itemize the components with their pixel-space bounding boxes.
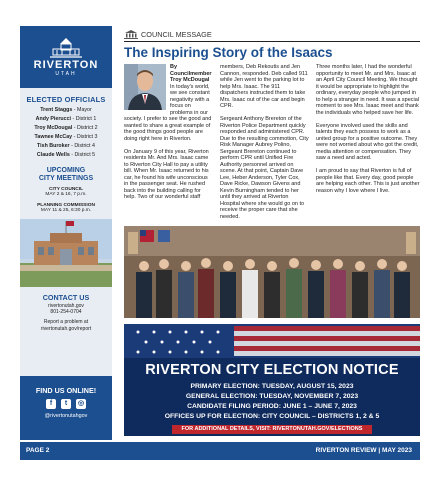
facebook-icon[interactable]: f [46,399,56,409]
city-hall-icon [49,37,83,59]
article-column-1 [124,64,213,207]
kicker [124,30,420,39]
official-item: Claude Wells - District 5 [36,152,96,158]
byline-line: Councilmember [170,70,212,77]
paragraph: members, Deb Rekoutis and Jen Cannon, responded. Deb called 911 while Jen went to the parking lot to help Mrs. Isaac. The 911 dispatchers instructed them to take Mrs. Isaac out of the car and begin CPR. [220,64,308,109]
official-item: Trent Staggs - Mayor [40,107,92,113]
report-text: Report a problem at [43,319,89,326]
official-role: Mayor [77,107,92,113]
social-handle[interactable]: @rivertonutahgov [44,413,88,419]
official-name: Trent Staggs [40,107,73,113]
article-column-2 [220,64,309,227]
byline-line: Troy McDougal [170,77,210,84]
election-notice [124,324,420,436]
article [124,30,420,236]
paragraph: Everyone involved used the skills and talents they each possess to work as a united group for a positive outcome. They were not worried about who got the credit, media attention or compensation. They saw a need and acted. [316,122,419,161]
contact-phone[interactable]: 801-254-0704 [50,309,82,316]
contact-heading: CONTACT US [42,293,90,302]
official-item: Tish Buroker - District 4 [37,143,95,149]
official-item: Andy Pierucci - District 1 [35,116,97,122]
council-dates: MAY 2 & 16, 7 p.m. [45,192,87,197]
meetings-heading-line: UPCOMING [46,167,86,174]
sidebar [20,26,112,440]
contact-web[interactable]: rivertonutah.gov [48,303,84,309]
riverton-logo [20,26,112,88]
meetings-heading-line: CITY MEETINGS [38,175,94,182]
instagram-icon[interactable]: ◎ [77,400,85,407]
officials-list [20,106,112,160]
official-role: District 4 [74,143,95,149]
notice-link[interactable]: FOR ADDITIONAL DETAILS, VISIT: RIVERTONUTAH.GOV/ELECTIONS [172,425,372,434]
official-item: Tawnee McCay - District 3 [34,134,98,140]
official-role: District 3 [76,134,98,140]
logo-sub: UTAH [55,71,77,77]
paragraph: Sergeant Anthony Brereton of the Riverton Police Department quickly responded and administered CPR. Due to the resulting commotion, City Risk Manager Aubrey Polino, Sergeant Brereton continued to perform CPR until Unified Fire Authority personnel arrived on scene. At that point, Captain Dave Lee, Heber Anderson, Tyler Cox, Dave Ricke, Dawson Givens and Kevin Burningham tended to her until they arrived at Riverton Hospital where she would go on to receive the proper care that she needed. [220,116,309,220]
paragraph: On January 9 of this year, Riverton residents Mr. And Mrs. Isaac came to Riverton City Hall to pay a utility bill. When Mr. Isaac returned to his car, he found his wife unconscious in the passenger seat. He rushed back into the building calling for help. Two of our wonderful staff [124,148,209,201]
capitol-icon [124,30,138,39]
notice-line-general: GENERAL ELECTION: TUESDAY, NOVEMBER 7, 2023 [185,393,359,400]
article-columns [124,64,420,236]
planning-dates: MAY 11 & 25, 6:30 p.m. [40,208,92,213]
official-name: Tish Buroker [37,143,70,149]
page-number: PAGE 2 [26,447,50,454]
elected-heading: ELECTED OFFICIALS [26,95,106,104]
notice-line-primary: PRIMARY ELECTION: TUESDAY, AUGUST 15, 2023 [190,383,354,390]
notice-line-filing: CANDIDATE FILING PERIOD: JUNE 1 – JUNE 7, 2023 [187,403,357,410]
official-role: District 1 [75,116,97,122]
group-photo [124,226,420,318]
publication-label: RIVERTON REVIEW | MAY 2023 [315,447,412,454]
council-label: CITY COUNCIL [48,187,84,192]
twitter-icon[interactable]: t [61,399,71,409]
social-icons [20,399,112,409]
notice-line-offices: OFFICES UP FOR ELECTION: CITY COUNCIL – DISTRICTS 1, 2 & 5 [164,413,380,420]
paragraph: Three months later, I had the wonderful opportunity to meet Mr. and Mrs. Isaac at an April City Council Meeting. We thought it would be appropriate to highlight the ordinary, everyday people who jumped in to help a stranger in need. It was a special moment to see Mrs. Isaac meet and thank the individuals who helped save her life. [316,64,420,116]
official-name: Tawnee McCay [34,134,73,140]
byline-line: By [170,64,178,70]
paragraph: I am proud to say that Riverton is full of people like that. Every day, good people are helping each other. This is just another reason why I love where I live. [316,168,420,194]
city-hall-photo [20,219,112,287]
article-column-3 [316,64,420,201]
report-link[interactable]: rivertonutah.gov/report [40,325,92,332]
kicker-text: COUNCIL MESSAGE [141,30,212,39]
official-role: District 5 [74,152,96,158]
official-role: District 2 [77,125,98,131]
online-heading: FIND US ONLINE! [35,386,97,395]
notice-title: RIVERTON CITY ELECTION NOTICE [145,362,399,378]
kicker-rule [124,41,420,42]
official-name: Troy McDougal [34,125,73,131]
footer-bar [20,442,420,460]
headline: The Inspiring Story of the Isaacs [124,45,333,60]
official-name: Andy Pierucci [35,116,71,122]
planning-label: PLANNING COMMISSION [37,203,95,208]
meetings-heading [20,167,112,183]
paragraph: In today's world, we see constant negativity with a focus on problems in our society. I prefer to see the good and wanted to share a great example of the good things good people are doing right here in Riverton. [124,83,212,142]
find-us-online [20,376,112,440]
official-name: Claude Wells [36,152,70,158]
logo-name: RIVERTON [33,59,99,71]
councilmember-portrait [124,64,166,110]
official-item: Troy McDougal - District 2 [34,125,98,131]
